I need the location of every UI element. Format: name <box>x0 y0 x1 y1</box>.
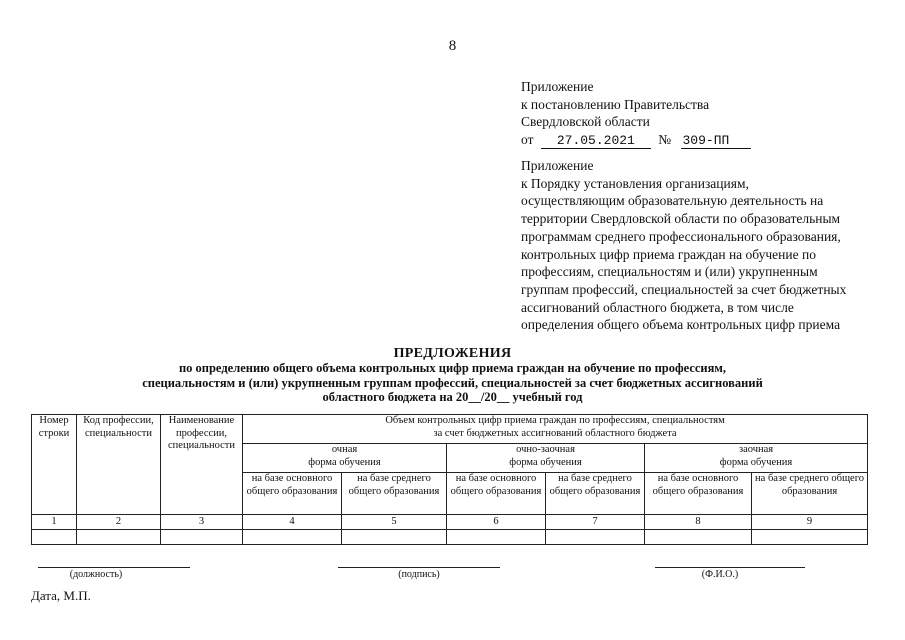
form-name: очная <box>331 444 358 455</box>
column-number: 4 <box>243 515 342 530</box>
fio-label: (Ф.И.О.) <box>701 569 739 580</box>
appendix-order-line: Приложение <box>521 158 594 173</box>
appendix-order-line: осуществляющим образовательную деятельность на <box>521 193 824 209</box>
header-secondary-base: на базе среднего общего образования <box>546 473 645 515</box>
header-basic-base: на базе основного общего образования <box>645 473 752 515</box>
document-title: ПРЕДЛОЖЕНИЯ <box>393 346 512 361</box>
position-label: (должность) <box>69 569 123 580</box>
header-fulltime <box>243 444 447 473</box>
position-line <box>38 567 190 568</box>
appendix-order-line: группам профессий, специальностей за счет бюджетных <box>521 281 847 297</box>
header-volume-line: Объем контрольных цифр приема граждан по профессиям, специальностям <box>385 415 725 426</box>
header-name: Наименование профессии, специальности <box>161 415 243 515</box>
column-number: 8 <box>645 515 752 530</box>
header-secondary-base: на базе среднего общего образования <box>342 473 447 515</box>
appendix-order-line: контрольных цифр приема граждан на обучение по <box>521 246 816 262</box>
table-cell[interactable] <box>447 530 546 545</box>
header-mixed <box>447 444 645 473</box>
appendix-order-line: программам среднего профессионального образования, <box>521 228 841 244</box>
number-prefix: № <box>658 131 672 147</box>
appendix-resolution <box>521 78 751 149</box>
table-row <box>32 530 868 545</box>
form-label: форма обучения <box>308 456 381 468</box>
column-number: 7 <box>546 515 645 530</box>
column-number: 9 <box>752 515 868 530</box>
proposals-table <box>31 414 868 545</box>
appendix-line: Свердловской области <box>521 114 650 129</box>
signature-label: (подпись) <box>398 569 440 580</box>
appendix-order-line: профессиям, специальностям и (или) укрупненным <box>521 264 818 280</box>
header-secondary-base: на базе среднего общего образования <box>752 473 868 515</box>
header-extramural <box>645 444 868 473</box>
date-prefix: от <box>521 131 534 147</box>
subtitle-line: по определению общего объема контрольных цифр приема граждан на обучение по профессиям, <box>178 361 727 375</box>
page-number: 8 <box>448 38 457 54</box>
header-volume-line: за счет бюджетных ассигнований областного бюджета <box>433 427 677 439</box>
date-stamp: Дата, М.П. <box>31 588 91 603</box>
table-cell[interactable] <box>77 530 161 545</box>
form-name: очно-заочная <box>516 444 575 455</box>
column-number: 3 <box>161 515 243 530</box>
header-basic-base: на базе основного общего образования <box>447 473 546 515</box>
table-cell[interactable] <box>645 530 752 545</box>
document-subtitle <box>0 361 905 405</box>
form-label: форма обучения <box>719 456 793 468</box>
appendix-order-line: ассигнований областного бюджета, в том числе <box>521 299 794 315</box>
column-number: 5 <box>342 515 447 530</box>
fio-line <box>655 567 805 568</box>
appendix-line: Приложение <box>521 79 594 94</box>
subtitle-line: областного бюджета на 20__/20__ учебный год <box>322 390 583 404</box>
date-value: 27.05.2021 <box>541 134 651 149</box>
table-cell[interactable] <box>546 530 645 545</box>
table-cell[interactable] <box>752 530 868 545</box>
appendix-date-number-line <box>521 131 751 149</box>
column-number: 6 <box>447 515 546 530</box>
appendix-order <box>521 157 846 334</box>
header-code: Код профессии, специальности <box>77 415 161 515</box>
table-cell[interactable] <box>342 530 447 545</box>
table-cell[interactable] <box>243 530 342 545</box>
header-row-number: Номер строки <box>32 415 77 515</box>
subtitle-line: специальностям и (или) укрупненным группам профессий, специальностей за счет бюджетных ассигнований <box>142 375 763 390</box>
number-value: 309-ПП <box>681 134 751 149</box>
appendix-order-line: определения общего объема контрольных цифр приема <box>521 317 841 333</box>
appendix-order-line: территории Свердловской области по образовательным <box>521 211 841 227</box>
table-cell[interactable] <box>32 530 77 545</box>
header-volume <box>243 415 868 444</box>
header-basic-base: на базе основного общего образования <box>243 473 342 515</box>
appendix-order-line: к Порядку установления организациям, <box>521 175 749 191</box>
column-number: 2 <box>77 515 161 530</box>
signature-line <box>338 567 500 568</box>
appendix-line: к постановлению Правительства <box>521 96 710 112</box>
form-name: заочная <box>738 444 774 455</box>
form-label: форма обучения <box>509 456 582 468</box>
column-number: 1 <box>32 515 77 530</box>
table-cell[interactable] <box>161 530 243 545</box>
